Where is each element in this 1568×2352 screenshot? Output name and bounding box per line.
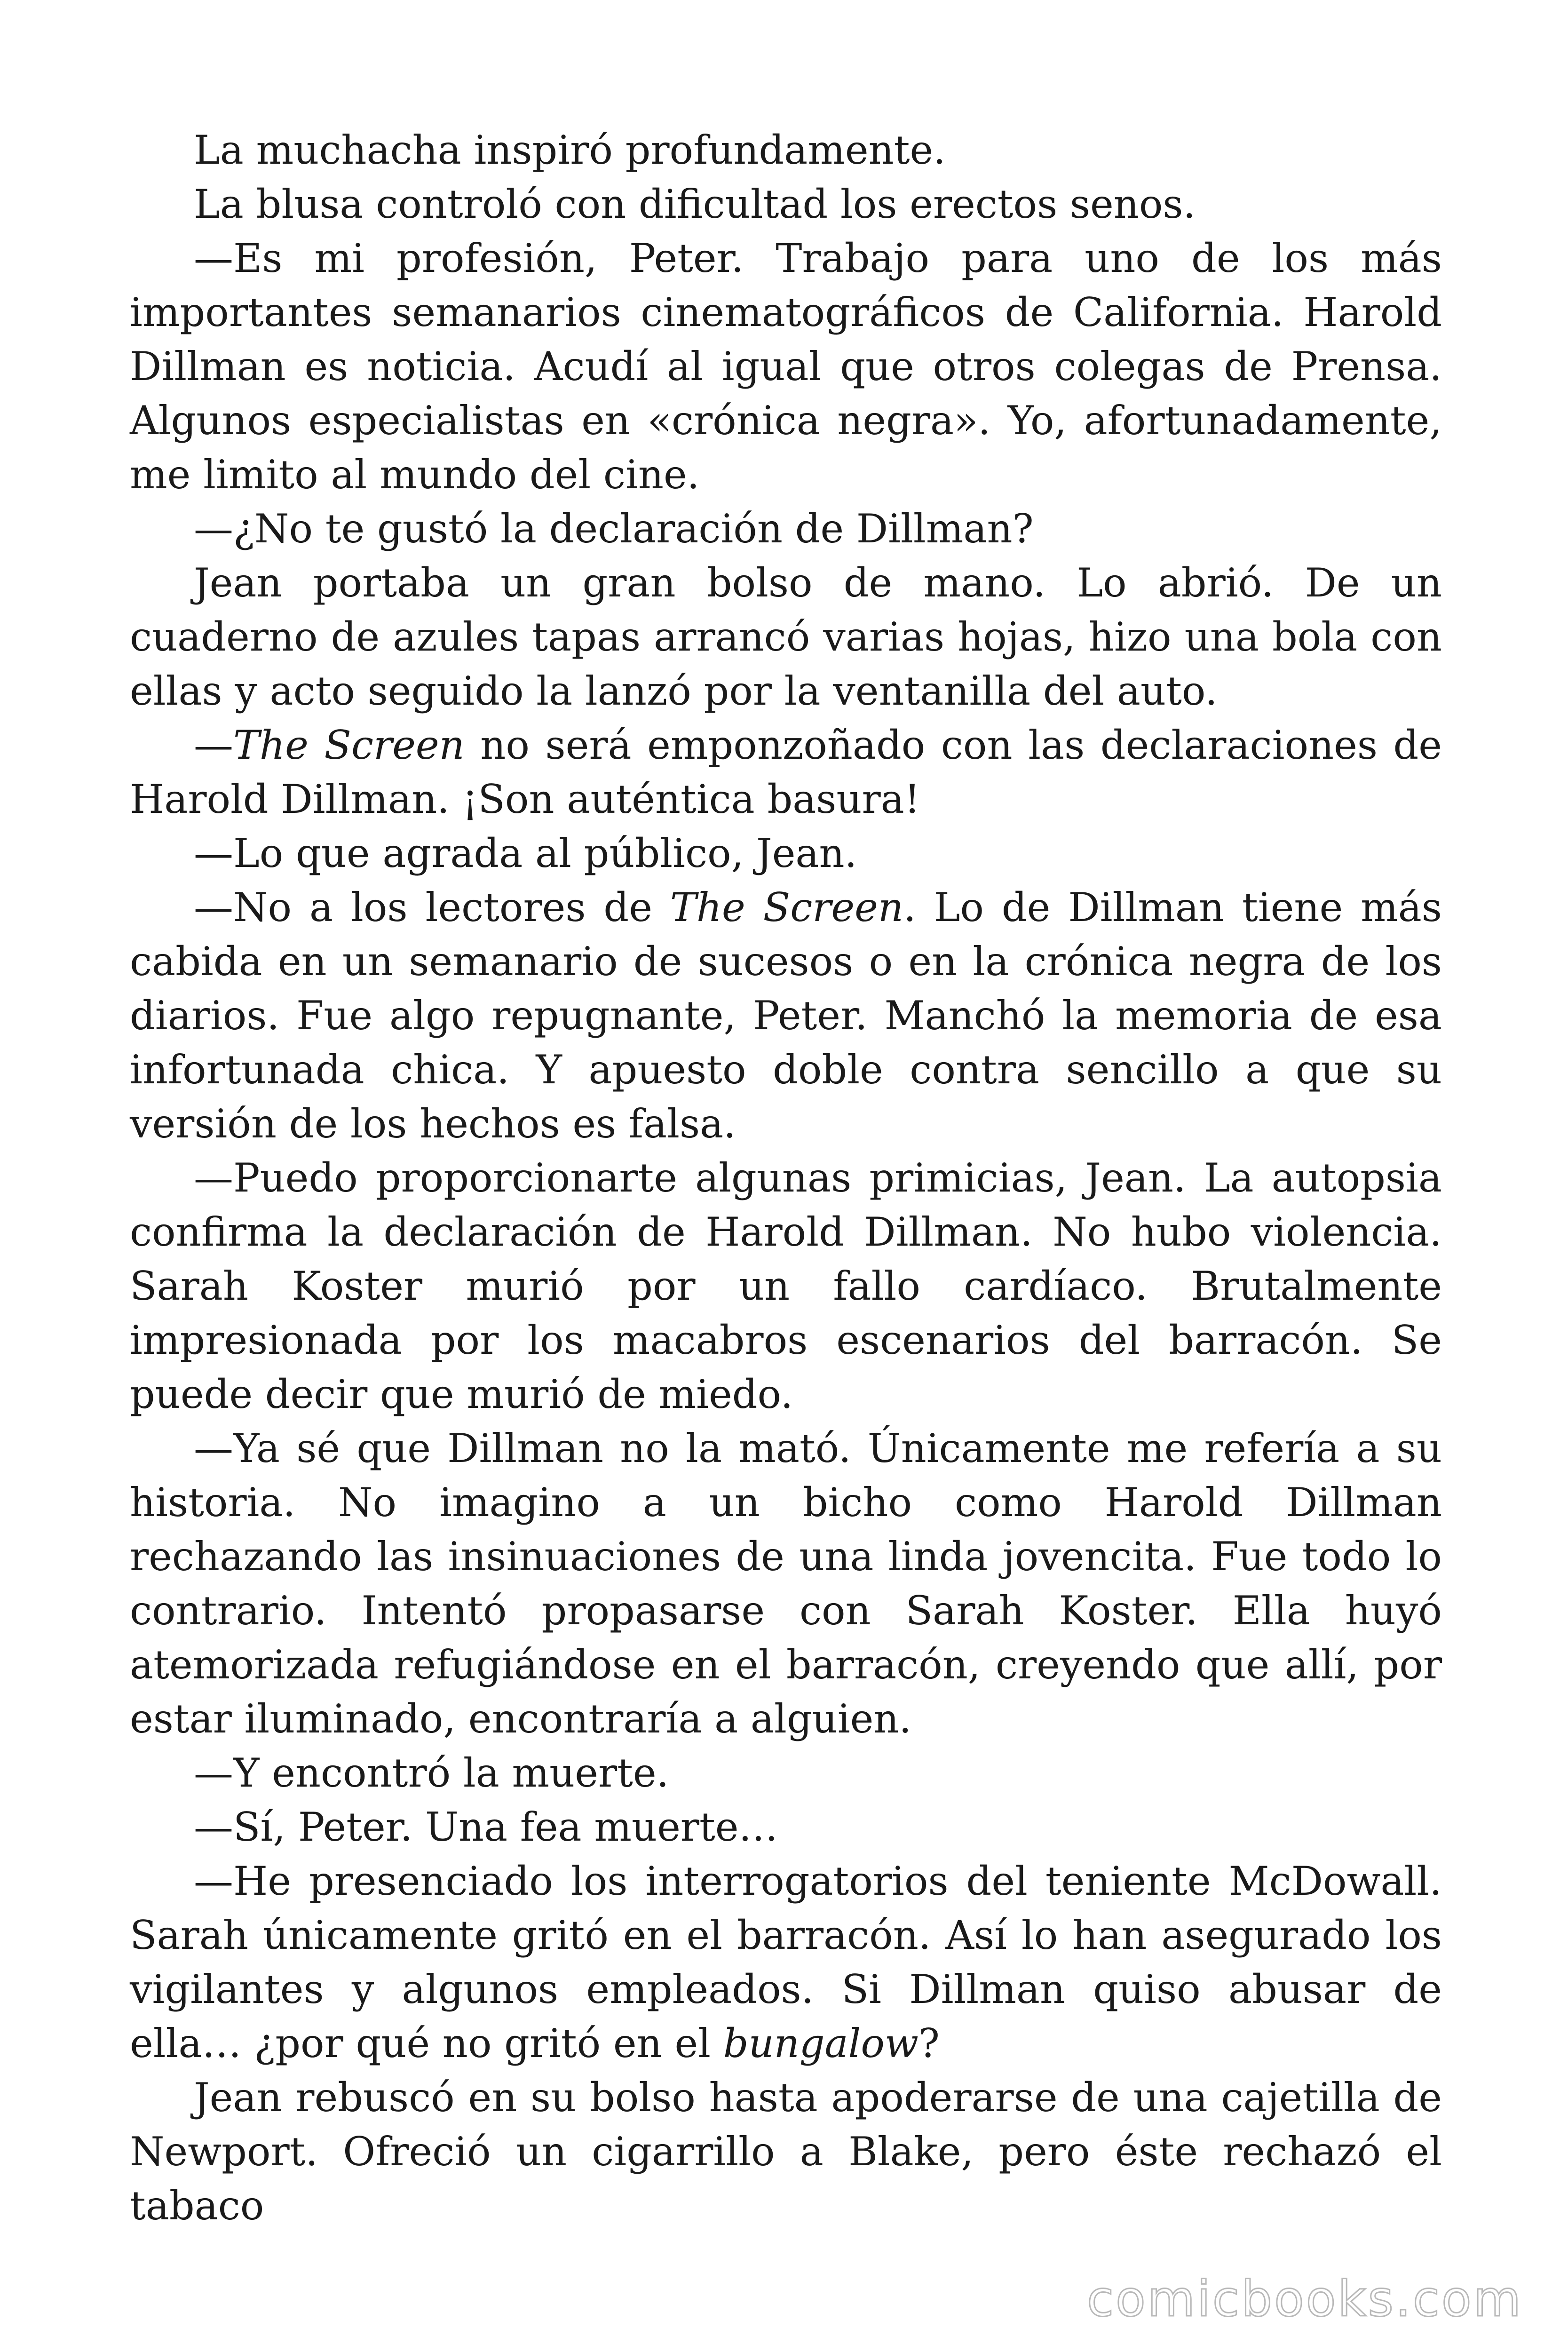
- watermark-logo: comicbooks.com: [1086, 2270, 1523, 2328]
- paragraph-14: Jean rebuscó en su bolso hasta apoderarse de una cajetilla de Newport. Ofreció un cigarrillo a Blake, pero éste rechazó el tabaco: [130, 2074, 1442, 2229]
- paragraph-1: La muchacha inspiró profundamente.: [194, 127, 946, 173]
- paragraph-10: —Ya sé que Dillman no la mató. Únicamente me refería a su historia. No imagino a un bicho como Harold Dillman rechazando las insinuaciones de una linda jovencita. Fue todo lo contrario. Intentó propasarse con Sarah Koster. Ella huyó atemorizada refugiándose en el barracón, creyendo que allí, por estar iluminado, encontraría a alguien.: [130, 1425, 1442, 1742]
- paragraph-5: Jean portaba un gran bolso de mano. Lo abrió. De un cuaderno de azules tapas arrancó varias hojas, hizo una bola con ellas y acto seguido la lanzó por la ventanilla del auto.: [130, 560, 1442, 714]
- paragraph-6: —The Screen no será emponzoñado con las declaraciones de Harold Dillman. ¡Son auténtica basura!: [130, 722, 1442, 822]
- paragraph-4: —¿No te gustó la declaración de Dillman?: [194, 506, 1034, 552]
- paragraph-3: —Es mi profesión, Peter. Trabajo para uno de los más importantes semanarios cinematográficos de California. Harold Dillman es noticia. Acudí al igual que otros colegas de Prensa. Algunos especialistas en «crónica negra». Yo, afortunadamente, me limito al mundo del cine.: [130, 235, 1442, 498]
- magazine-title: The Screen: [670, 884, 903, 930]
- paragraph-13: —He presenciado los interrogatorios del teniente McDowall. Sarah únicamente gritó en el barracón. Así lo han asegurado los vigilantes y algunos empleados. Si Dillman quiso abusar de ella… ¿por qué no gritó en el bungalow?: [130, 1858, 1442, 2066]
- magazine-title: The Screen: [233, 722, 465, 768]
- paragraph-12: —Sí, Peter. Una fea muerte…: [194, 1804, 778, 1850]
- italic-word: bungalow: [723, 2020, 919, 2066]
- paragraph-2: La blusa controló con dificultad los erectos senos.: [194, 181, 1196, 227]
- paragraph-8: —No a los lectores de The Screen. Lo de Dillman tiene más cabida en un semanario de sucesos o en la crónica negra de los diarios. Fue algo repugnante, Peter. Manchó la memoria de esa infortunada chica. Y apuesto doble contra sencillo a que su versión de los hechos es falsa.: [130, 884, 1442, 1147]
- paragraph-9: —Puedo proporcionarte algunas primicias, Jean. La autopsia confirma la declaración de Harold Dillman. No hubo violencia. Sarah Koster murió por un fallo cardíaco. Brutalmente impresionada por los macabros escenarios del barracón. Se puede decir que murió de miedo.: [130, 1155, 1442, 1417]
- text-column: [130, 123, 1442, 2233]
- paragraph-7: —Lo que agrada al público, Jean.: [194, 830, 857, 876]
- paragraph-11: —Y encontró la muerte.: [194, 1750, 669, 1796]
